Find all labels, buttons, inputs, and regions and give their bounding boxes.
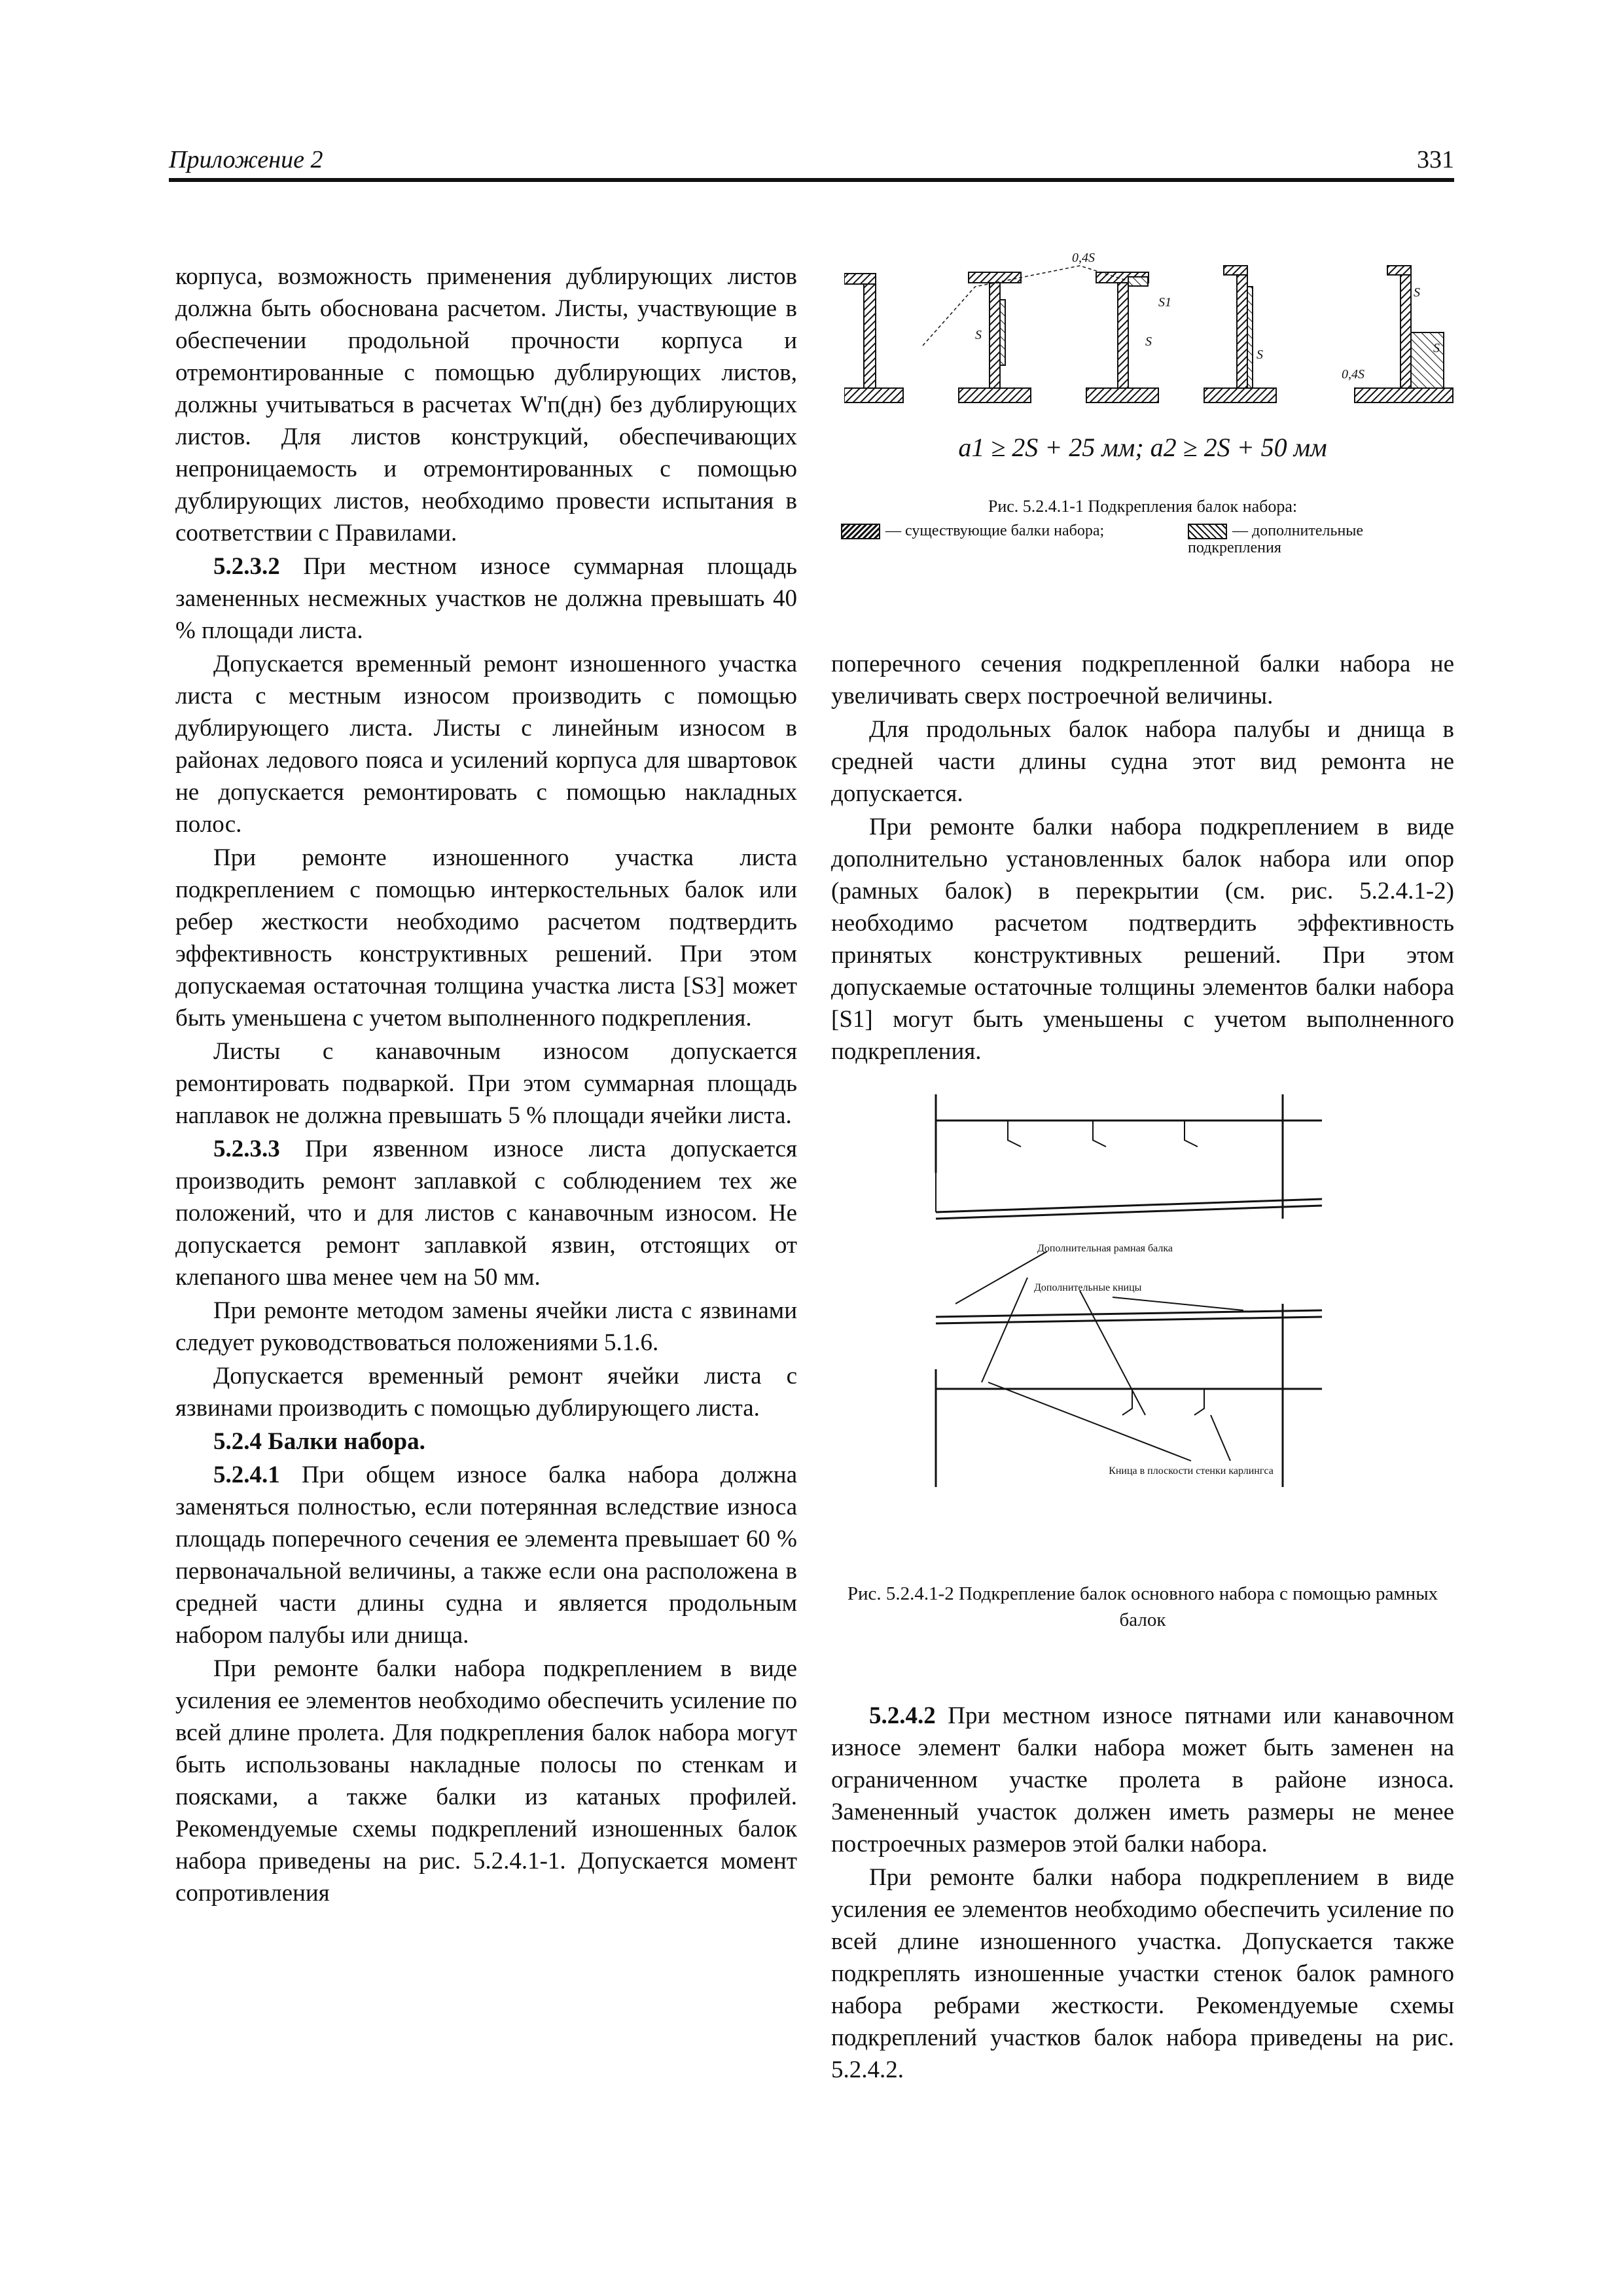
flange-1 bbox=[844, 274, 876, 284]
paragraph: При ремонте балки набора подкреплением в виде дополнительно установленных балок набора или опор (рамных балок) в перекрытии (см. рис. 5.2.4.1-2) необходимо расчетом подтвердить эффективность принятых конструктивных решений. При этом допускаемые остаточные толщины элементов балки набора [S1] могут быть уменьшены с учетом выполненного подкрепления. bbox=[831, 814, 1454, 1065]
dim-label: S bbox=[1414, 285, 1420, 300]
paragraph: 5.2.3.2 При местном износе суммарная площадь замененных несмежных участков не должна превышать 40 % площади листа. bbox=[175, 553, 797, 644]
base-plate-5 bbox=[1355, 388, 1453, 403]
web-2 bbox=[990, 277, 1000, 388]
figure-caption: Рис. 5.2.4.1-2 Подкрепление балок основного набора с помощью рамных балок bbox=[847, 1583, 1438, 1630]
base-plate-3 bbox=[1086, 388, 1158, 403]
running-header: Приложение 2 bbox=[169, 146, 323, 173]
paragraph: 5.2.4.1 При общем износе балка набора должна заменяться полностью, если потерянная вследствие износа площадь поперечного сечения ее элемента превышает 60 % первоначальной величины, а также если она расположена в средней части длины судна и является продольным набором палубы или днища. bbox=[175, 1462, 797, 1649]
paragraph: Допускается временный ремонт изношенного участка листа с местным износом производить с помощью дублирующего листа. Листы с линейным износом в районах ледового пояса и усилений корпуса для швартовок не допускается ремонтировать с помощью накладных полос. bbox=[175, 651, 797, 838]
dim-label: S bbox=[975, 328, 982, 342]
label-knee: Кница в плоскости стенки карлингса bbox=[1109, 1465, 1274, 1477]
legend-swatch-existing bbox=[841, 524, 880, 539]
paragraph: поперечного сечения подкрепленной балки набора не увеличивать сверх построечной величины. bbox=[831, 651, 1454, 709]
formula: a1 ≥ 2S + 25 мм; a2 ≥ 2S + 50 мм bbox=[958, 433, 1327, 462]
paragraph: При ремонте методом замены ячейки листа с язвинами следует руководствоваться положениями 5.1.6. bbox=[175, 1297, 797, 1356]
paragraph: Для продольных балок набора палубы и днища в средней части длины судна этот вид ремонта не допускается. bbox=[831, 716, 1454, 807]
legend-swatch-added bbox=[1188, 524, 1227, 539]
dim-label: S bbox=[1145, 334, 1152, 349]
paragraph: 5.2.3.3 При язвенном износе листа допускается производить ремонт заплавкой с соблюдением тех же положений, что и для листов с канавочным износом. Не допускается ремонт заплавкой язвин, отстоящих от клепаного шва менее чем на 50 мм. bbox=[175, 1136, 798, 1291]
dim-label: S bbox=[1257, 348, 1263, 362]
label-frame-beam: Дополнительная рамная балка bbox=[1037, 1243, 1173, 1254]
flange-5 bbox=[1387, 266, 1411, 275]
paragraph: Допускается временный ремонт ячейки листа с язвинами производить с помощью дублирующего листа. bbox=[175, 1363, 797, 1422]
web-3 bbox=[1118, 277, 1128, 388]
flange-4 bbox=[1224, 266, 1247, 275]
dim-label: 0,4S bbox=[1342, 367, 1364, 382]
figure-caption: Рис. 5.2.4.1-1 Подкрепления балок набора: bbox=[988, 497, 1298, 516]
flange-2 bbox=[969, 272, 1021, 283]
paragraph: 5.2.4.2 При местном износе пятнами или канавочном износе элемент балки набора может быть заменен на ограниченном участке пролета в районе износа. Замененный участок должен иметь размеры не менее построечных размеров этой балки набора. bbox=[831, 1702, 1454, 1857]
page-number: 331 bbox=[1417, 146, 1454, 173]
frame-beam-figure bbox=[916, 1094, 1374, 1539]
base-plate-1 bbox=[844, 388, 903, 403]
strip-3 bbox=[1128, 277, 1148, 286]
strip-4 bbox=[1247, 287, 1253, 388]
legend-text: — дополнительные подкрепления bbox=[1188, 522, 1364, 557]
paragraph: При ремонте балки набора подкреплением в виде усиления ее элементов необходимо обеспечить усиление по всей длине изношенного участка. Допускается также подкреплять изношенные участки стенок балок рамного набора ребрами жесткости. Рекомендуемые схемы подкреплений участков балок набора приведены на рис. 5.2.4.2. bbox=[831, 1864, 1454, 2083]
dim-label: S bbox=[1433, 341, 1440, 355]
paragraph: При ремонте балки набора подкреплением в виде усиления ее элементов необходимо обеспечить усиление по всей длине пролета. Для подкрепления балок набора могут быть использованы накладные полосы по стенкам и поясками, а также балки из катаных профилей. Рекомендуемые схемы подкреплений изношенных балок набора приведены на рис. 5.2.4.1-1. Допускается момент сопротивления bbox=[175, 1655, 797, 1907]
base-plate-4 bbox=[1204, 388, 1276, 403]
strip-2 bbox=[1000, 300, 1005, 365]
right-column bbox=[831, 648, 1454, 1069]
header-rule bbox=[169, 178, 1454, 182]
left-column bbox=[175, 260, 797, 1910]
label-brackets: Дополнительные кницы bbox=[1034, 1282, 1142, 1293]
web-4 bbox=[1237, 266, 1247, 388]
legend-text: — существующие балки набора; bbox=[885, 522, 1105, 539]
dim-label: S1 bbox=[1158, 295, 1171, 310]
section-heading: 5.2.4 Балки набора. bbox=[213, 1428, 425, 1455]
dim-label: 0,4S bbox=[1072, 251, 1095, 265]
paragraph: Листы с канавочным износом допускается ремонтировать подваркой. При этом суммарная площадь наплавок не должна превышать 5 % площади ячейки листа. bbox=[175, 1038, 797, 1129]
web-5 bbox=[1400, 266, 1411, 388]
beam-reinforcement-figure bbox=[844, 247, 1459, 418]
paragraph: При ремонте изношенного участка листа подкреплением с помощью интеркостельных балок или ребер жесткости необходимо расчетом подтвердить эффективность конструктивных решений. При этом допускаемая остаточная толщина участка листа [S3] может быть уменьшена с учетом выполненного подкрепления. bbox=[175, 844, 797, 1031]
paragraph: корпуса, возможность применения дублирующих листов должна быть обоснована расчетом. Листы, участвующие в обеспечении продольной прочности корпуса и отремонтированные с помощью дублирующих листов, должны учитываться в расчетах W'п(дн) без дублирующих листов. Для листов конструкций, обеспечивающих непроницаемость и отремонтированных с помощью дублирующих листов, необходимо провести испытания в соответствии с Правилами. bbox=[175, 263, 797, 547]
base-plate-2 bbox=[959, 388, 1031, 403]
right-column-lower bbox=[831, 1700, 1454, 2087]
web-1 bbox=[864, 274, 876, 388]
